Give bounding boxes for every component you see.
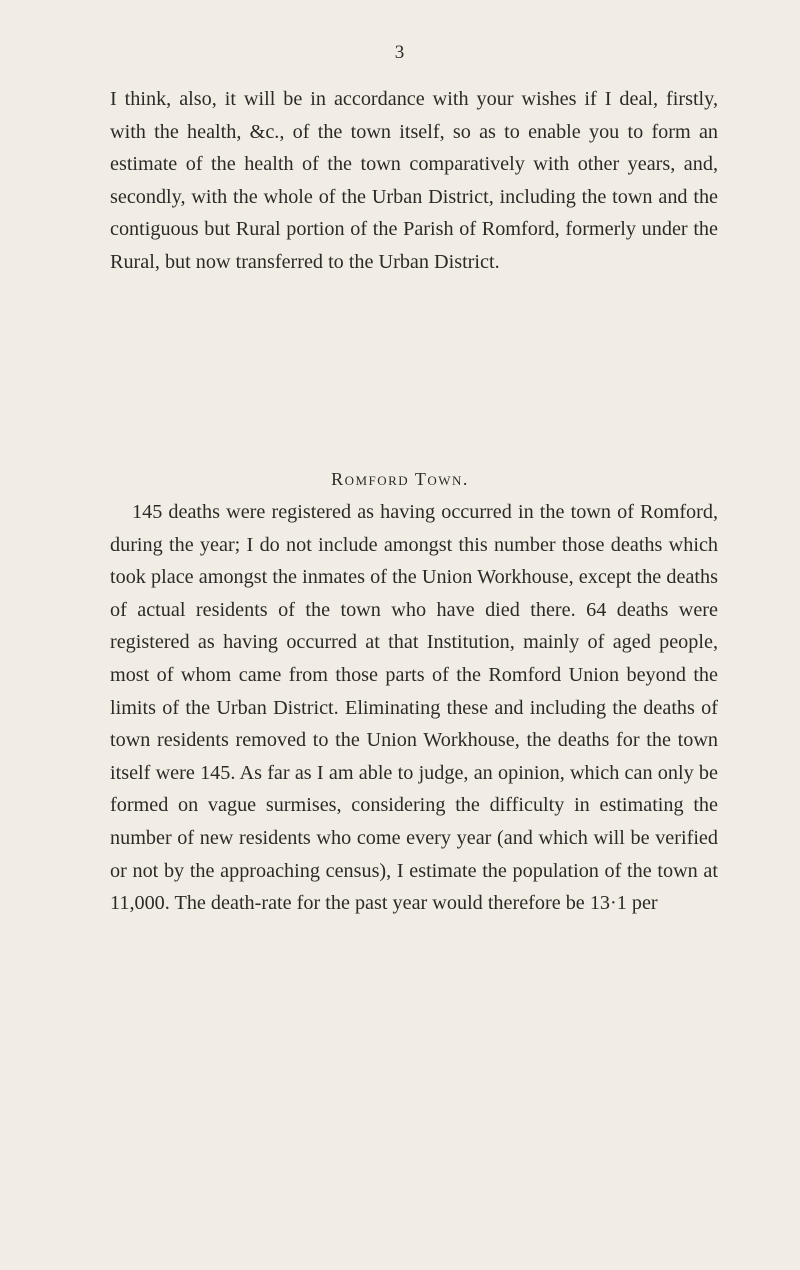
page-number: 3 bbox=[394, 42, 406, 63]
body-paragraph: 145 deaths were registered as having occurred in the town of Romford, during the year; I do not include amongst this number those deaths which took place amongst the inmates of the Union Workhouse, except the deaths of actual residents of the town who have died there. 64 deaths were registered as having occurred at that Institution, mainly of aged people, most of whom came from those parts of the Romford Union beyond the limits of the Urban District. Eliminating these and including the deaths of town residents removed to the Union Workhouse, the deaths for the town itself were 145. As far as I am able to judge, an opinion, which can only be formed on vague surmises, considering the difficulty in estimating the number of new residents who come every year (and which will be verified or not by the approaching census), I estimate the population of the town at 11,000. The death-rate for the past year would therefore be 13·1 per bbox=[110, 501, 718, 915]
intro-paragraph: I think, also, it will be in accordance with your wishes if I deal, firstly, with the health, &c., of the town itself, so as to enable you to form an estimate of the health of the town comparatively with other years, and, secondly, with the whole of the Urban District, including the town and the contiguous but Rural portion of the Parish of Romford, formerly under the Rural, but now transferred to the Urban District. bbox=[110, 88, 718, 273]
section-heading: Romford Town. bbox=[331, 469, 469, 489]
